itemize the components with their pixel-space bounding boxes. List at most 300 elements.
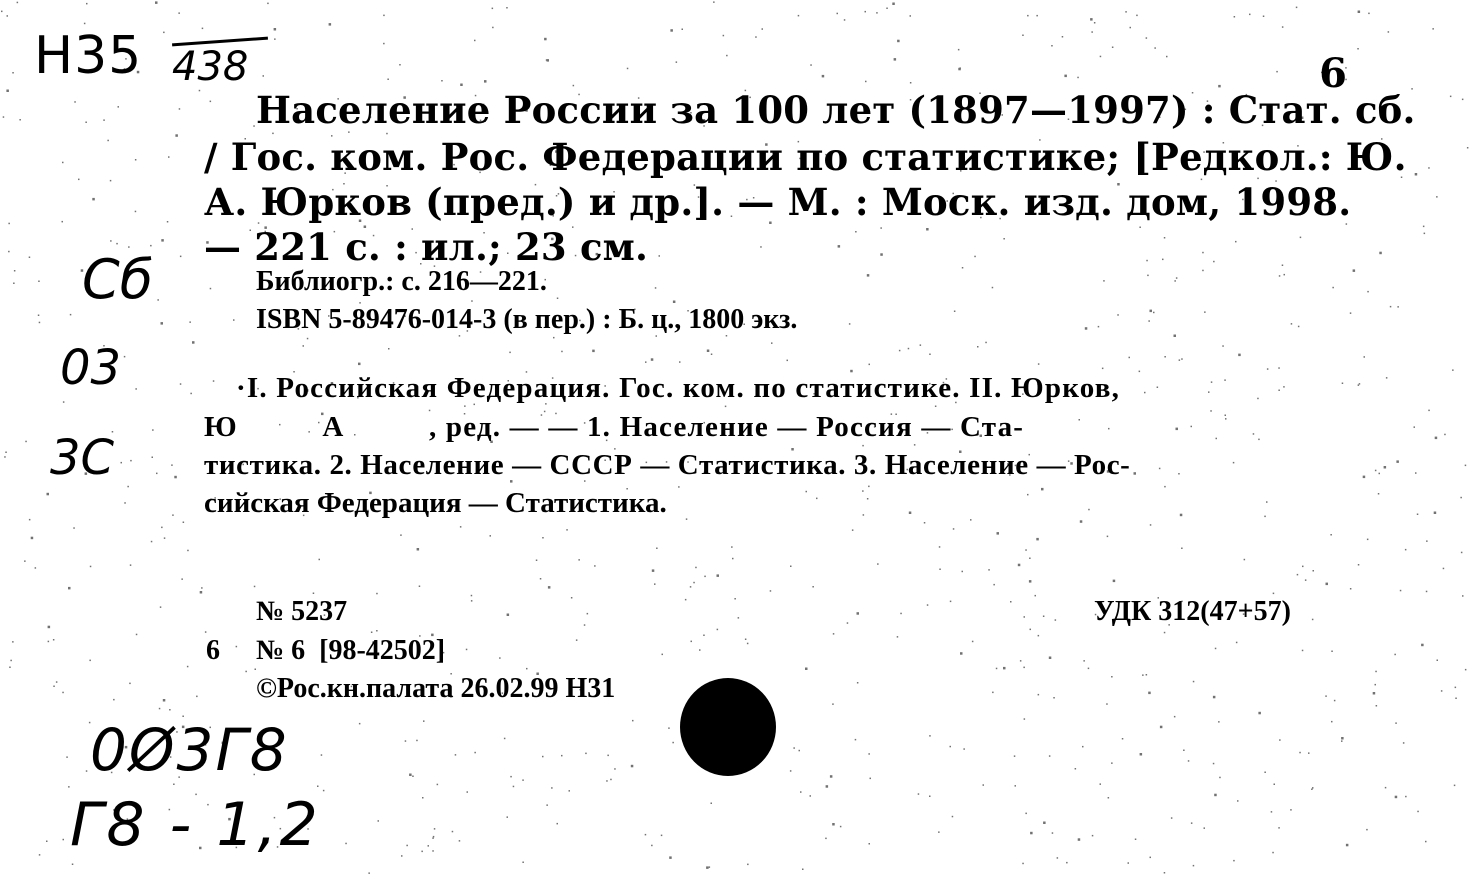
noise-dot (557, 823, 559, 825)
noise-dot (164, 537, 166, 539)
noise-dot (1150, 857, 1152, 859)
noise-dot (38, 281, 40, 283)
noise-dot (8, 223, 10, 225)
noise-dot (1300, 237, 1302, 239)
noise-dot (1128, 862, 1130, 864)
noise-dot (747, 864, 749, 866)
noise-dot (840, 826, 842, 828)
noise-dot (1191, 822, 1193, 824)
subjects-line-4: сийская Федерация — Статистика. (204, 487, 667, 519)
noise-dot (1075, 768, 1077, 770)
noise-dot (1423, 226, 1425, 228)
noise-dot (897, 636, 899, 638)
noise-dot (862, 490, 864, 492)
noise-dot (388, 348, 390, 350)
udk-code: УДК 312(47+57) (1094, 596, 1291, 627)
noise-dot (62, 692, 64, 694)
noise-dot (1181, 548, 1183, 550)
noise-dot (760, 246, 762, 248)
series-prefix: 6 (206, 635, 220, 666)
noise-dot (1181, 358, 1183, 360)
noise-dot (787, 360, 789, 362)
noise-dot (1211, 381, 1213, 383)
noise-dot (1350, 588, 1352, 590)
noise-dot (1057, 857, 1059, 859)
noise-dot (920, 344, 922, 346)
noise-dot (156, 473, 158, 475)
noise-dot (857, 612, 860, 615)
noise-dot (474, 752, 476, 754)
noise-dot (236, 646, 238, 648)
noise-dot (1290, 809, 1292, 811)
noise-dot (1036, 538, 1039, 541)
noise-dot (1437, 660, 1439, 662)
noise-dot (927, 604, 929, 606)
noise-dot (762, 28, 764, 30)
noise-dot (121, 462, 123, 464)
noise-dot (1202, 270, 1204, 272)
noise-dot (196, 696, 198, 698)
noise-dot (1455, 687, 1457, 689)
noise-dot (963, 748, 965, 750)
noise-dot (709, 866, 711, 868)
noise-dot (1166, 56, 1168, 58)
noise-dot (830, 775, 833, 778)
noise-dot (1452, 369, 1454, 371)
noise-dot (150, 245, 152, 247)
noise-dot (383, 43, 385, 45)
noise-dot (9, 667, 11, 669)
noise-dot (405, 740, 407, 742)
noise-dot (1297, 574, 1299, 576)
noise-dot (717, 629, 719, 631)
noise-dot (573, 85, 575, 87)
noise-dot (13, 283, 15, 285)
noise-dot (738, 617, 740, 619)
noise-dot (910, 15, 912, 17)
noise-dot (157, 299, 159, 301)
noise-dot (63, 401, 65, 403)
noise-dot (1403, 742, 1405, 744)
noise-dot (169, 709, 171, 711)
noise-dot (669, 856, 672, 859)
noise-dot (1233, 462, 1235, 464)
noise-dot (174, 476, 177, 479)
noise-dot (673, 301, 676, 304)
noise-dot (92, 198, 95, 201)
noise-dot (1180, 514, 1183, 517)
noise-dot (1330, 534, 1332, 536)
noise-dot (86, 3, 88, 5)
noise-dot (467, 791, 469, 793)
noise-dot (130, 564, 132, 566)
noise-dot (210, 288, 212, 290)
noise-dot (1129, 357, 1131, 359)
noise-dot (935, 406, 937, 408)
noise-dot (592, 350, 595, 353)
noise-dot (678, 486, 680, 488)
noise-dot (569, 790, 571, 792)
noise-dot (303, 345, 305, 347)
noise-dot (1278, 390, 1280, 392)
noise-dot (1233, 860, 1235, 862)
noise-dot (1108, 797, 1110, 799)
noise-dot (970, 519, 972, 521)
noise-dot (699, 649, 701, 651)
noise-dot (1204, 311, 1206, 313)
noise-dot (668, 727, 670, 729)
noise-dot (870, 778, 872, 780)
noise-dot (1414, 426, 1416, 428)
noise-dot (1237, 800, 1239, 802)
noise-dot (116, 243, 118, 245)
noise-dot (180, 383, 182, 385)
noise-dot (124, 356, 126, 358)
noise-dot (1378, 493, 1380, 495)
noise-dot (654, 583, 656, 585)
noise-dot (14, 270, 16, 272)
noise-dot (1164, 486, 1166, 488)
noise-dot (914, 444, 916, 446)
noise-dot (12, 72, 14, 74)
noise-dot (862, 445, 864, 447)
noise-dot (1305, 579, 1307, 581)
noise-dot (179, 108, 181, 110)
noise-dot (1082, 746, 1084, 748)
noise-dot (1341, 740, 1343, 742)
noise-dot (1090, 18, 1093, 21)
noise-dot (1213, 763, 1215, 765)
noise-dot (1092, 835, 1094, 837)
noise-dot (124, 502, 126, 504)
noise-dot (561, 351, 563, 353)
noise-dot (136, 634, 138, 636)
title-line-1: Население России за 100 лет (1897—1997) : Стат. сб. (256, 88, 1416, 132)
noise-dot (29, 257, 31, 259)
noise-dot (693, 582, 695, 584)
noise-dot (48, 641, 50, 643)
noise-dot (1313, 570, 1315, 572)
noise-dot (837, 13, 839, 15)
noise-dot (1367, 291, 1369, 293)
noise-dot (1164, 237, 1166, 239)
noise-dot (1191, 426, 1193, 428)
isbn-line: ISBN 5-89476-014-3 (в пер.) : Б. ц., 1800 экз. (256, 304, 798, 335)
noise-dot (1088, 509, 1090, 511)
noise-dot (1146, 674, 1148, 676)
noise-dot (1326, 583, 1329, 586)
noise-dot (53, 686, 55, 688)
noise-dot (1263, 16, 1265, 18)
noise-dot (1003, 238, 1005, 240)
noise-dot (90, 566, 92, 568)
noise-dot (865, 81, 867, 83)
noise-dot (1010, 601, 1012, 603)
noise-dot (1258, 439, 1260, 441)
noise-dot (1415, 173, 1418, 176)
noise-dot (72, 864, 74, 866)
noise-dot (452, 831, 454, 833)
noise-dot (492, 27, 494, 29)
noise-dot (159, 708, 161, 710)
noise-dot (466, 649, 468, 651)
noise-dot (233, 319, 235, 321)
noise-dot (1253, 433, 1255, 435)
noise-dot (838, 245, 841, 248)
noise-dot (1018, 564, 1021, 567)
noise-dot (806, 491, 808, 493)
noise-dot (419, 586, 421, 588)
noise-dot (127, 486, 128, 488)
noise-dot (977, 346, 979, 348)
noise-dot (876, 12, 878, 14)
noise-dot (471, 595, 473, 597)
noise-dot (1100, 56, 1102, 58)
noise-dot (1357, 48, 1359, 50)
noise-dot (632, 720, 634, 722)
noise-dot (199, 90, 201, 92)
noise-dot (578, 559, 580, 561)
noise-dot (686, 518, 688, 520)
noise-dot (460, 84, 463, 87)
noise-dot (1400, 590, 1402, 592)
noise-dot (171, 464, 173, 466)
bibliography-note: Библиогр.: с. 216—221. (256, 266, 547, 297)
noise-dot (1113, 580, 1116, 583)
noise-dot (547, 59, 550, 62)
noise-dot (506, 7, 508, 9)
noise-dot (993, 584, 995, 586)
noise-dot (1425, 841, 1427, 843)
noise-dot (1373, 692, 1376, 695)
noise-dot (422, 797, 424, 799)
noise-dot (522, 779, 524, 781)
noise-dot (1202, 252, 1204, 254)
noise-dot (1088, 668, 1090, 670)
noise-dot (1353, 269, 1356, 272)
noise-dot (1396, 460, 1399, 463)
noise-dot (826, 785, 829, 788)
noise-dot (189, 321, 191, 323)
noise-dot (1214, 794, 1217, 797)
noise-dot (799, 750, 801, 752)
noise-dot (1043, 822, 1046, 825)
noise-dot (47, 493, 50, 496)
noise-dot (1298, 326, 1300, 328)
noise-dot (1388, 31, 1390, 33)
noise-dot (376, 630, 378, 632)
noise-dot (576, 639, 578, 641)
noise-dot (1278, 827, 1280, 829)
noise-dot (135, 388, 137, 390)
noise-dot (383, 15, 385, 17)
noise-dot (954, 311, 956, 313)
noise-dot (358, 363, 361, 366)
noise-dot (1379, 473, 1381, 475)
noise-dot (161, 322, 164, 325)
noise-dot (1164, 872, 1166, 874)
noise-dot (676, 61, 678, 63)
noise-dot (89, 660, 91, 662)
noise-dot (180, 256, 182, 258)
noise-dot (1036, 15, 1038, 17)
noise-dot (1106, 703, 1108, 705)
bottom-note-1: 0Ø3Г8 (90, 716, 289, 784)
noise-dot (46, 841, 48, 843)
noise-dot (1272, 852, 1274, 854)
noise-dot (210, 101, 212, 103)
noise-dot (868, 753, 870, 755)
noise-dot (1154, 47, 1156, 49)
noise-dot (880, 227, 882, 229)
noise-dot (1171, 817, 1173, 819)
noise-dot (1027, 15, 1029, 17)
noise-dot (376, 593, 378, 595)
noise-dot (513, 786, 515, 788)
noise-dot (1051, 45, 1053, 47)
noise-dot (507, 614, 510, 617)
noise-dot (1465, 669, 1467, 671)
noise-dot (847, 622, 849, 624)
noise-dot (1178, 473, 1180, 475)
noise-dot (704, 576, 706, 578)
noise-dot (1462, 595, 1464, 597)
noise-dot (39, 322, 41, 324)
noise-dot (53, 639, 55, 641)
noise-dot (793, 747, 795, 749)
noise-dot (319, 559, 321, 561)
noise-dot (1213, 261, 1215, 263)
noise-dot (1395, 722, 1397, 724)
noise-dot (1278, 367, 1280, 369)
noise-dot (274, 38, 276, 40)
noise-dot (504, 738, 506, 740)
noise-dot (1179, 359, 1181, 361)
noise-dot (1235, 241, 1237, 243)
noise-dot (1358, 564, 1360, 566)
noise-dot (1465, 465, 1467, 467)
noise-dot (1363, 476, 1366, 479)
noise-dot (1367, 539, 1369, 541)
noise-dot (263, 75, 265, 77)
noise-dot (1117, 314, 1119, 316)
card-punch-hole (680, 678, 776, 776)
noise-dot (1225, 418, 1227, 420)
noise-dot (31, 537, 34, 540)
noise-dot (679, 361, 681, 363)
noise-dot (163, 32, 165, 33)
noise-dot (1424, 233, 1426, 235)
noise-dot (1159, 468, 1161, 470)
noise-dot (1112, 47, 1114, 49)
noise-dot (587, 613, 589, 615)
noise-dot (1130, 27, 1132, 29)
noise-dot (329, 23, 332, 26)
noise-dot (205, 631, 207, 633)
noise-dot (869, 843, 871, 845)
noise-dot (70, 314, 72, 316)
noise-dot (1311, 789, 1313, 791)
noise-dot (1421, 644, 1424, 647)
noise-dot (428, 845, 430, 847)
noise-dot (1359, 383, 1361, 385)
noise-dot (606, 780, 608, 782)
bottom-note-2: Г8 - 1,2 (70, 790, 321, 860)
corner-number: 6 (1319, 50, 1347, 97)
noise-dot (1153, 312, 1155, 314)
noise-dot (323, 790, 325, 792)
noise-dot (474, 40, 476, 42)
noise-dot (607, 755, 609, 757)
noise-dot (1029, 580, 1032, 583)
noise-dot (107, 140, 109, 142)
noise-dot (1283, 386, 1285, 388)
noise-dot (1291, 323, 1293, 325)
margin-note-1: Сб (82, 248, 154, 311)
noise-dot (1023, 667, 1025, 669)
noise-dot (1264, 516, 1266, 518)
noise-dot (1146, 260, 1148, 262)
noise-dot (1460, 497, 1462, 499)
noise-dot (492, 8, 494, 10)
noise-dot (412, 776, 414, 778)
noise-dot (1271, 811, 1273, 813)
noise-dot (509, 352, 511, 354)
noise-dot (1455, 698, 1457, 700)
noise-dot (152, 429, 154, 431)
noise-dot (1266, 501, 1268, 503)
noise-dot (1454, 785, 1456, 787)
noise-dot (1020, 660, 1022, 662)
margin-note-3: 3С (50, 430, 115, 486)
noise-dot (135, 211, 137, 213)
noise-dot (880, 253, 883, 256)
noise-dot (812, 586, 814, 588)
noise-dot (713, 1, 715, 3)
noise-dot (1085, 327, 1088, 330)
noise-dot (802, 869, 804, 871)
noise-dot (706, 866, 709, 869)
noise-dot (8, 251, 10, 253)
margin-note-2: 03 (60, 340, 122, 396)
noise-dot (822, 75, 825, 78)
noise-dot (1257, 398, 1259, 400)
noise-dot (734, 598, 736, 600)
noise-dot (490, 535, 492, 537)
noise-dot (844, 19, 846, 21)
noise-dot (399, 64, 401, 66)
noise-dot (551, 787, 553, 789)
noise-dot (1299, 752, 1301, 754)
noise-dot (1238, 354, 1241, 357)
series-line: № 6 [98-42502] (256, 635, 446, 666)
noise-dot (192, 341, 195, 344)
noise-dot (1312, 787, 1314, 789)
noise-dot (103, 119, 105, 121)
noise-dot (167, 221, 169, 223)
noise-dot (952, 816, 954, 818)
noise-dot (745, 639, 747, 641)
noise-dot (1003, 667, 1006, 670)
noise-dot (1029, 558, 1031, 560)
noise-dot (464, 405, 466, 407)
noise-dot (661, 835, 663, 837)
noise-dot (1038, 363, 1040, 365)
title-line-4: — 221 с. : ил.; 23 см. (204, 225, 649, 269)
noise-dot (1222, 345, 1224, 347)
noise-dot (459, 840, 461, 842)
noise-dot (378, 820, 380, 822)
